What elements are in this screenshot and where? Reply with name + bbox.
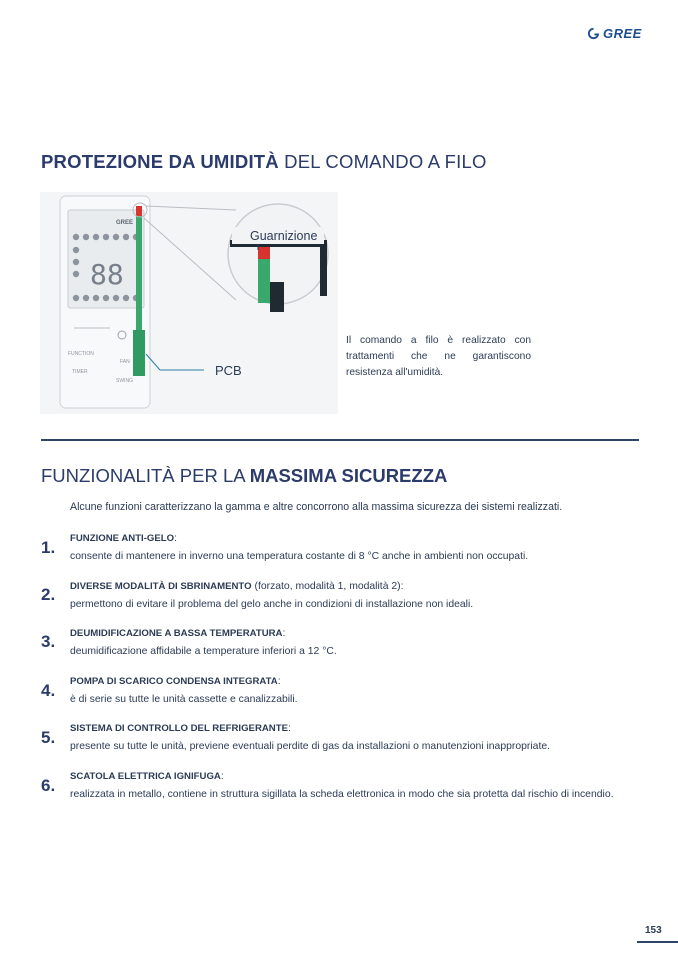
figure-description: Il comando a filo è realizzato con trattamenti che ne garantiscono resistenza all'umidità.	[346, 335, 531, 378]
list-number: 1.	[41, 538, 56, 557]
list-number: 2.	[41, 585, 56, 604]
button-timer: TIMER	[72, 369, 88, 375]
display-digits: 88	[90, 258, 124, 291]
section2-title-bold: MASSIMA SICUREZZA	[249, 465, 448, 486]
list-number: 5.	[41, 728, 56, 747]
pcb-connector	[133, 330, 145, 376]
list-item-title: POMPA DI SCARICO CONDENSA INTEGRATA:	[70, 676, 281, 687]
gasket-label: Guarnizione	[250, 229, 318, 243]
list-item-desc: è di serie su tutte le unità cassette e canalizzabili.	[70, 694, 298, 705]
section-intro: Alcune funzioni caratterizzano la gamma e altre concorrono alla massima sicurezza dei sistemi realizzati.	[70, 501, 563, 513]
list-item-title: DEUMIDIFICAZIONE A BASSA TEMPERATURA:	[70, 628, 286, 639]
zoom-gasket	[258, 247, 270, 259]
wired-controller-figure	[40, 192, 338, 414]
zoom-pcb	[258, 259, 270, 303]
button-function: FUNCTION	[68, 351, 94, 357]
page-number-rule	[637, 941, 678, 943]
button-swing: SWING	[116, 378, 133, 384]
list-item-desc: presente su tutte le unità, previene eventuali perdite di gas da installazioni o manutenzioni inappropriate.	[70, 741, 551, 752]
list-item-desc: permettono di evitare il problema del gelo anche in condizioni di installazione non ideali.	[70, 599, 474, 610]
brand-name: GREE	[603, 26, 642, 41]
controller-brand: GREE	[116, 220, 134, 226]
gasket-red	[136, 206, 142, 216]
section-title-light: DEL COMANDO A FILO	[278, 151, 487, 172]
list-item-desc: realizzata in metallo, contiene in struttura sigillata la scheda elettronica in modo che sia protetta dal rischio di incendio.	[70, 789, 614, 800]
brand-logo	[587, 26, 642, 41]
list-number: 4.	[41, 681, 56, 700]
list-number: 6.	[41, 776, 56, 795]
list-item-desc: deumidificazione affidabile a temperature inferiori a 12 °C.	[70, 646, 337, 657]
section-title-safety	[41, 465, 447, 487]
page-number: 153	[645, 925, 662, 936]
section2-title-light: FUNZIONALITÀ PER LA	[41, 465, 250, 486]
list-item-desc: consente di mantenere in inverno una temperatura costante di 8 °C anche in ambienti non occupati.	[70, 551, 529, 562]
section-divider	[41, 439, 639, 441]
list-item-title: DIVERSE MODALITÀ DI SBRINAMENTO (forzato, modalità 1, modalità 2):	[70, 581, 404, 592]
button-fan: FAN	[120, 359, 130, 365]
list-item-title: SCATOLA ELETTRICA IGNIFUGA:	[70, 771, 224, 782]
list-item-title: SISTEMA DI CONTROLLO DEL REFRIGERANTE:	[70, 723, 291, 734]
section-title-humidity	[41, 151, 487, 173]
pcb-label: PCB	[215, 363, 242, 378]
list-number: 3.	[41, 632, 56, 651]
section-title-bold: PROTEZIONE DA UMIDITÀ	[41, 151, 279, 172]
gree-logo-icon	[587, 27, 600, 40]
list-item-title: FUNZIONE ANTI-GELO:	[70, 533, 177, 544]
